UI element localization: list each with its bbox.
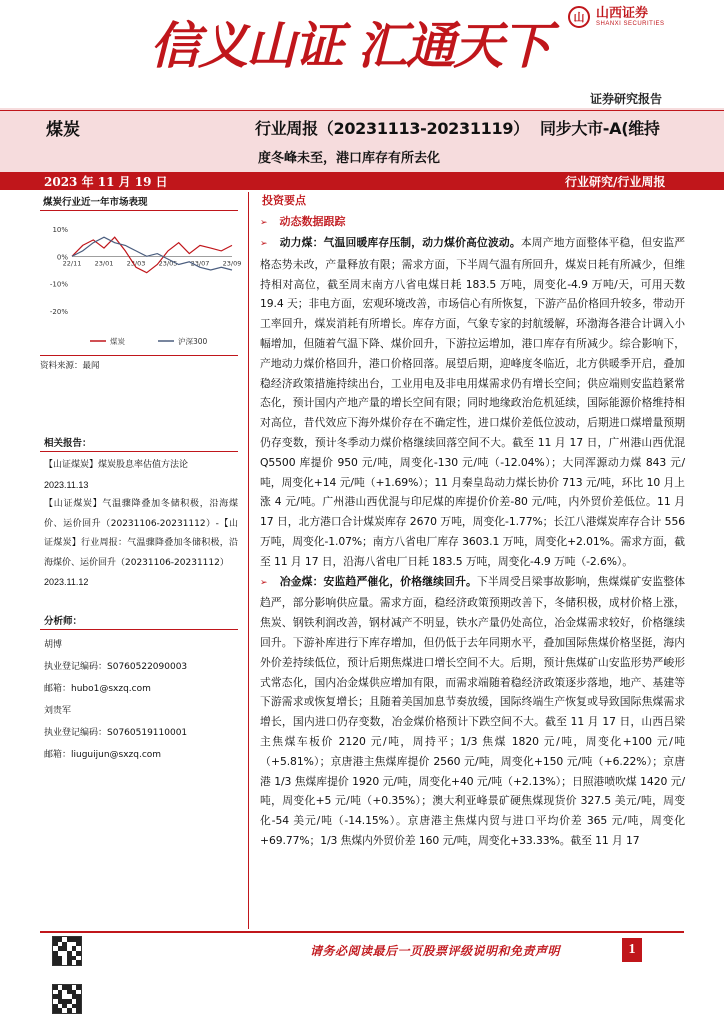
y-tick-label: -20% [49,308,68,316]
analyst-2-name: 刘贵军 [44,705,72,716]
analyst-1-email[interactable]: 邮箱：hubo1@sxzq.com [44,683,151,694]
paragraph-met-coal [260,572,685,851]
y-tick-label: 0% [56,253,68,262]
legend-label: 煤炭 [110,337,125,346]
logo-name-en: SHANXI SECURITIES [596,20,665,27]
sidebar [40,192,242,766]
paragraph-met-coal-body: 下半周受吕梁事故影响，焦煤煤矿安监整体趋严，部分影响供应量。需求方面，稳经济政策预期改善下，冬储积极，成材价格上涨，焦炭、钢铁利润改善，钢材减产不明显，铁水产量仍处高位，冶金煤需求较好，价格继续回升。下游补库进行下库存增加，但仍低于去年同期水平，叠加国际焦煤价格坚挺，海内外价差持续低位，预计后期焦煤进口增长空间不大。后期，预计焦煤矿山安监形势严峻形式常态化，国内冶金煤供应增加有限，而需求端随着稳经济政策逐步落地，地产、基建等下游需求或恢复增长；且随着美国加息节奏放缓，国际终端生产恢复或导致国际焦煤需求增长，国内进口仍存变数，冶金煤价格预计下跌空间不大。截至 11 月 17 日，山西吕梁主焦煤车板价 2120 元/吨，周持平；1/3 焦煤 1820 元/吨，周变化+100 元/吨（+5.81%）；京唐港主焦煤库提价 2560 元/吨，周变化+150 元/吨（+6.22%）；京唐港 1/3 焦煤库提价 1920 元/吨，周变化+40 元/吨（+2.13%）；日照港喷吹煤 1420 元/吨，周变化+5 元/吨（+0.35%）；澳大利亚峰景矿硬焦煤现货价 327.5 美元/吨，周变化-54 美元/吨（-14.15%）。京唐港主焦煤内贸与进口平均价差 365 元/吨，周变化+69.77%；1/3 焦煤内外贸价差 160 元/吨，周变化+33.33%。截至 11 月 17 [260,574,685,847]
analyst-2-code: 执业登记编码：S0760519110001 [44,727,188,738]
paragraph-thermal-coal [260,233,685,572]
paragraph-thermal-coal-body: 本周产地方面整体平稳，但安监严格态势未改，产量释放有限；需求方面，下半周气温有所回升，煤炭日耗有所减少，但维持相对高位，截至周末南方八省电煤日耗 183.5 万吨，周变化-4.9 万吨/天，可用天数 19.4 天；非电方面，宏观环境改善，市场信心有所恢复，下游产品价格回升较多，带动开工率回升，煤炭消耗有所增长。库存方面，气象专家的封航缓解，环渤海各港合计调入小幅增加，但随着气温下降、煤价回升，下游拉运增加，港口库存有所减少。综合影响下，产地动力煤价格回升，港口价格回落。展望后期，迎峰度冬临近，北方供暖季开启，叠加稳经济政策措施持续出台，工业用电及非电用煤需求仍有增长空间；供应端则安监趋紧常态化，预计国内产地产量的增长空间有限；同时地缘政治危机延续，国际能源价格维持相对高位，昔代效应下海外煤价存在不确定性，进口煤价差低位波动，后期进口煤增量预期仍存变数，预计冬季动力煤价格继续回落空间不大。截至 11 月 17 日，广州港山西优混 Q5500 库提价 950 元/吨，周变化-130 元/吨（-12.04%）；大同浑源动力煤 843 元/吨，周变化+14 元/吨（+1.69%）；11 月秦皇岛动力煤长协价 713 元/吨，环比 10 月上涨 4 元/吨。广州港山西优混与印尼煤的库提价价差-80 元/吨，内外贸价差低位。11 月 17 日，北方港口合计煤炭库存 2670 万吨，周变化-1.77%；长江八港煤炭库存合计 556 万吨，周变化-1.07%；南方八省电厂库存 3603.1 万吨，周变化+2.01%。需求方面，截至 11 月 17 日，沿海八省电厂日耗 183.5 万吨，周变化-4.9 万吨（-2.6%）。 [260,236,685,568]
logo-mark-icon: 山 [568,6,590,28]
slogan: 信义山证 汇通天下 [150,16,550,75]
chart-source: 资料来源：最闻 [40,355,238,371]
company-logo [568,6,665,28]
column-divider [248,192,249,929]
related-report-2[interactable]: 【山证煤炭】气温骤降叠加冬储积极，沿海煤价、运价回升（20231106-20231112）-【山证煤炭】行业周报：气温骤降叠加冬储积极，沿海煤价、运价回升（20231106-20231112） [44,499,238,568]
section-heading [260,212,685,233]
related-report-2-date: 2023.11.12 [44,577,89,587]
bullet-icon: ➢ [260,239,268,249]
paragraph-thermal-coal-head: 动力煤：气温回暖库存压制，动力煤价高位波动。 [279,236,521,249]
section-heading-text: 动态数据跟踪 [279,215,346,228]
related-reports-title: 相关报告： [40,433,238,452]
logo-name-cn: 山西证券 [596,5,649,21]
footer-divider [40,931,684,933]
x-tick-label: 23/05 [158,259,178,268]
y-tick-label: 10% [52,226,68,234]
x-tick-label: 23/01 [94,259,114,268]
report-subtitle: 度冬峰未至，港口库存有所去化 [258,151,441,166]
disclaimer: 请务必阅读最后一页股票评级说明和免责声明 [310,944,561,958]
investment-title: 投资要点 [262,194,306,207]
main-content [260,192,685,851]
report-date: 2023 年 11 月 19 日 [44,175,168,189]
report-category: 行业研究/行业周报 [565,175,666,189]
bullet-icon: ➢ [260,577,268,588]
related-report-1-date: 2023.11.13 [44,479,89,490]
page-number: 1 [622,938,642,962]
analyst-2-email[interactable]: 邮箱：liuguijun@sxzq.com [44,749,162,760]
legend-label: 沪深300 [178,337,208,346]
related-report-1[interactable]: 【山证煤炭】煤炭股息率估值方法论 [44,460,189,470]
qr-code-icon [52,936,82,966]
chart-title: 煤炭行业近一年市场表现 [40,192,238,211]
analysts-title: 分析师： [40,611,238,630]
x-tick-label: 23/09 [222,259,242,268]
analyst-1-code: 执业登记编码：S0760522090003 [44,661,188,672]
rating: 同步大市-A(维持 [540,119,660,138]
report-type: 证券研究报告 [590,92,663,106]
bullet-icon: ➢ [260,218,268,228]
market-performance-chart [40,211,242,351]
analyst-1-name: 胡博 [44,639,63,650]
x-tick-label: 22/11 [62,259,82,268]
y-tick-label: -10% [49,280,68,289]
report-title: 行业周报（20231113-20231119） [255,119,529,138]
x-tick-label: 23/07 [190,259,210,268]
qr-code-icon [52,984,82,1014]
x-tick-label: 23/03 [126,259,146,268]
industry-label: 煤炭 [46,120,80,140]
divider [0,110,724,111]
paragraph-met-coal-head: 冶金煤：安监趋严催化，价格继续回升。 [279,574,478,588]
